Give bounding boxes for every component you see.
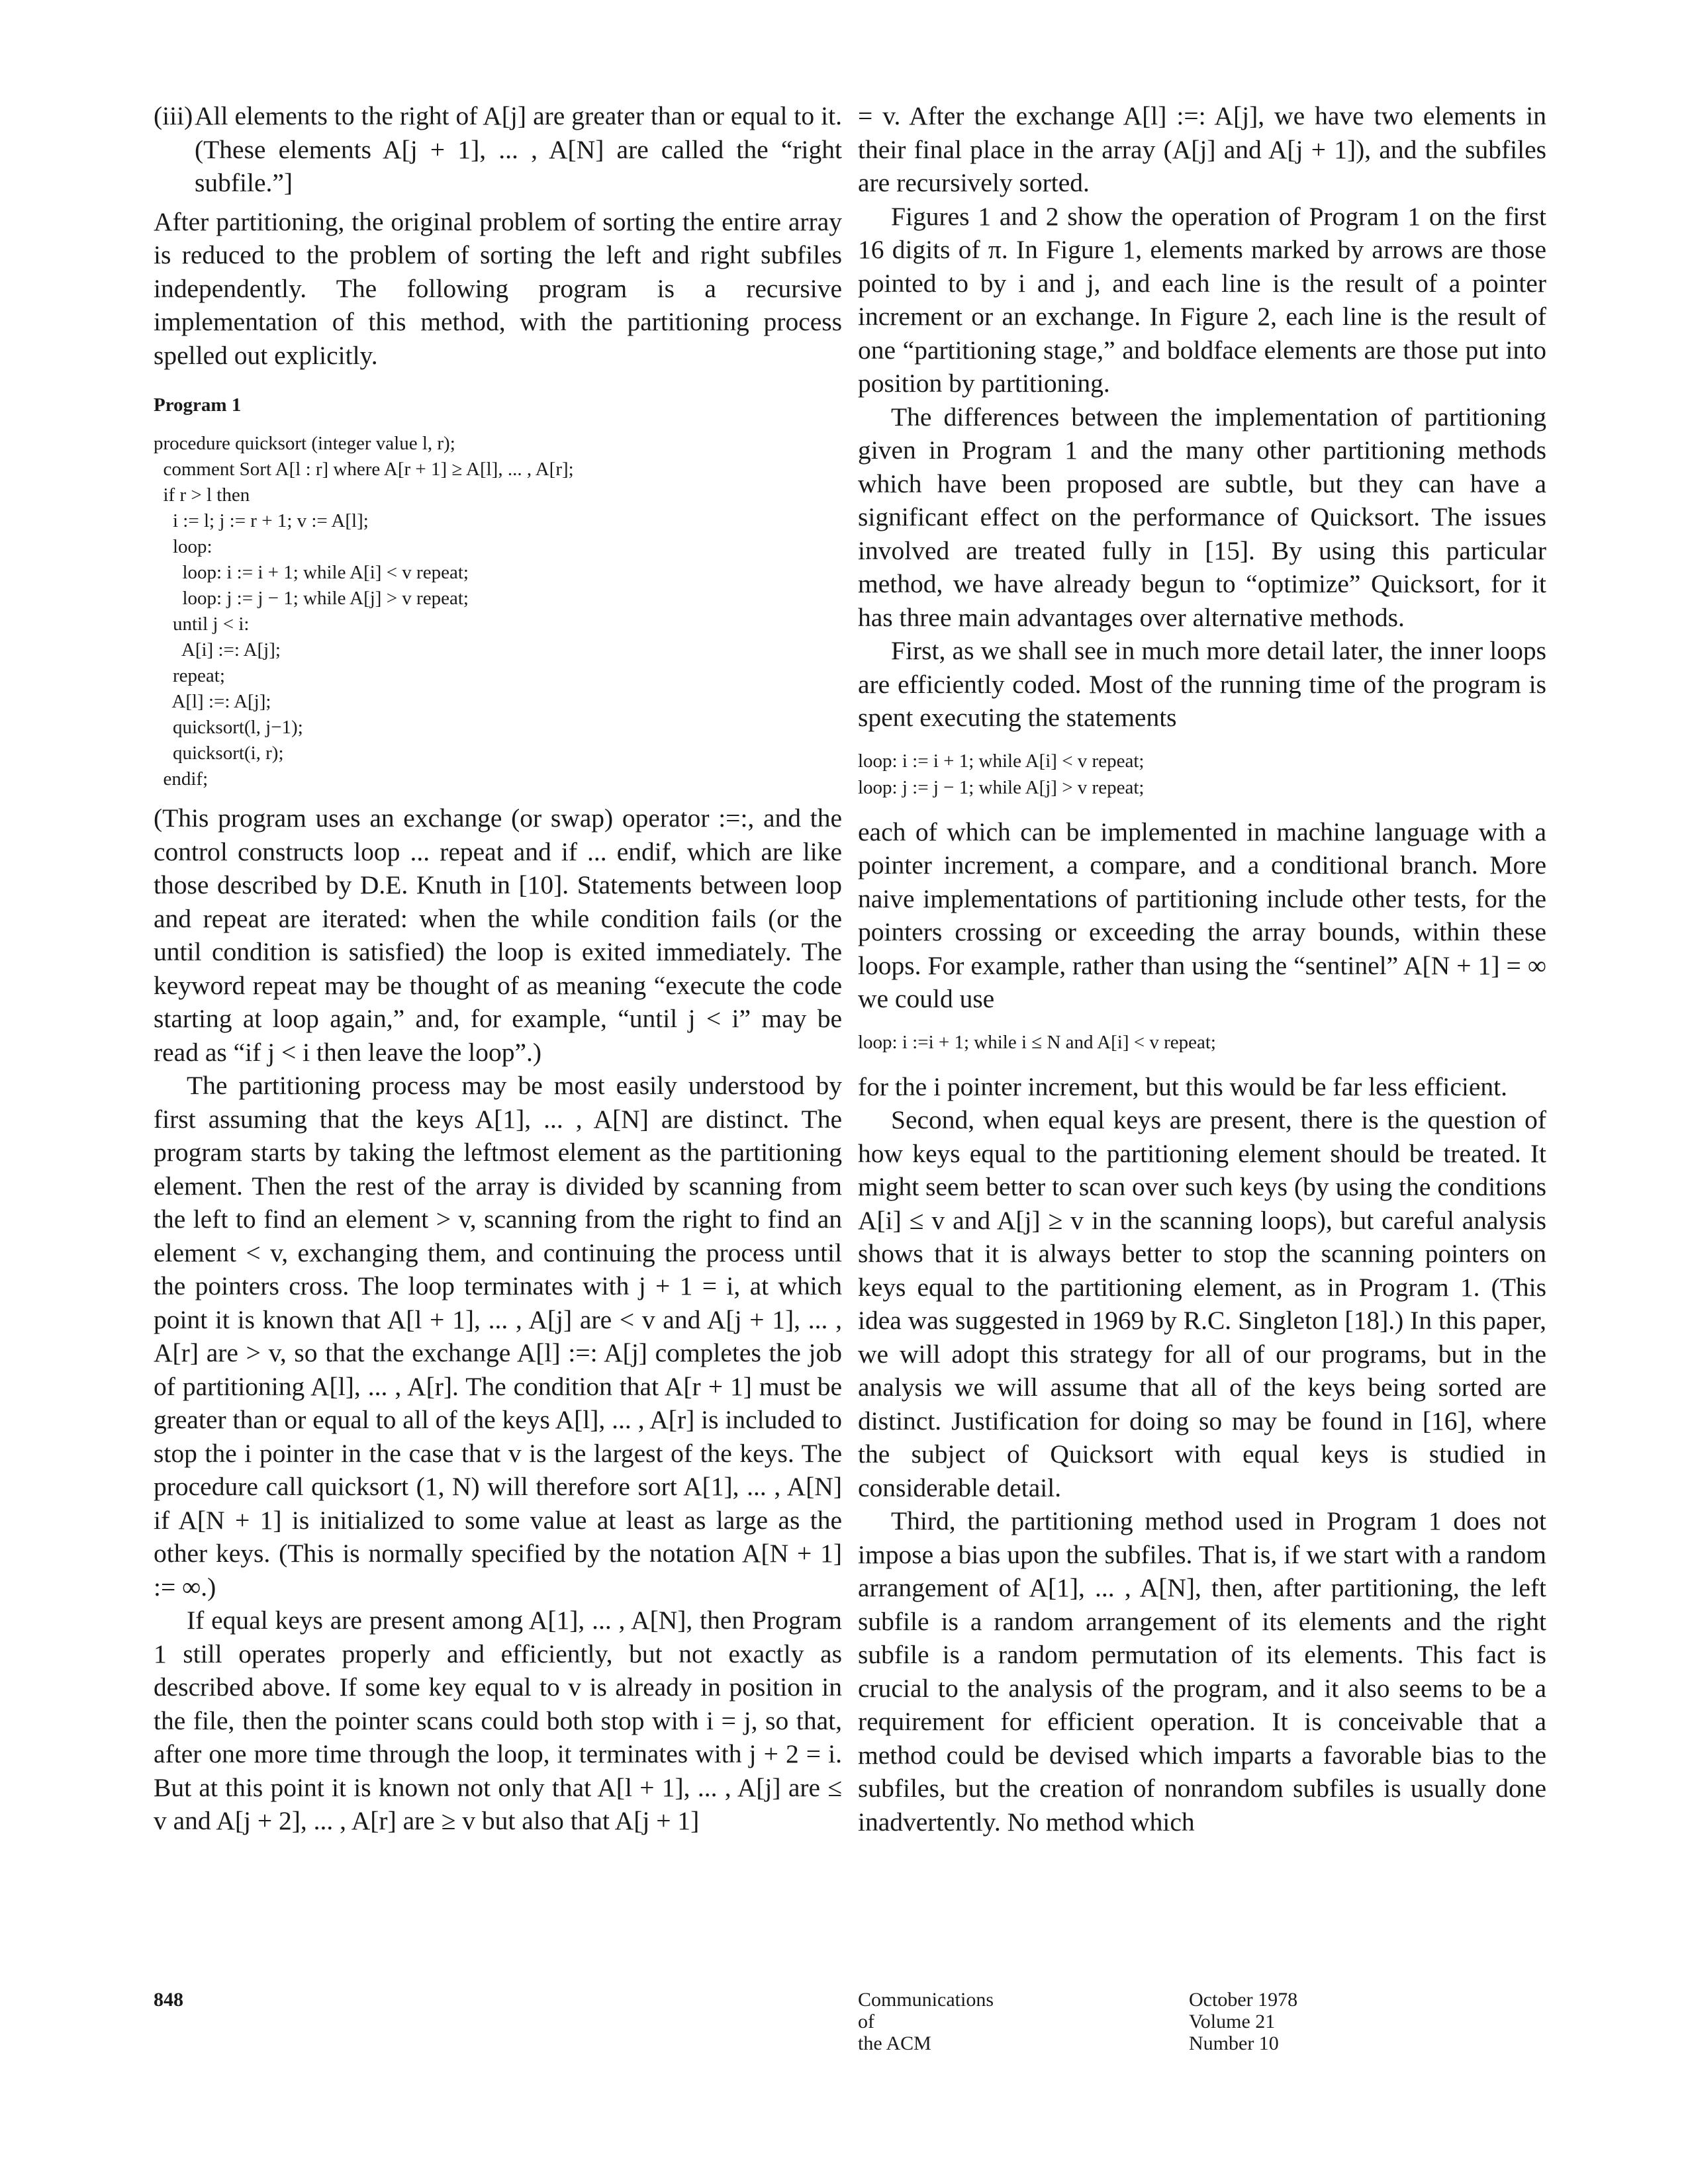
footer-issue [1189,1989,1297,2054]
code-line: quicksort(i, r); [154,743,284,764]
footer-issue-line: October 1978 [1189,1989,1298,2011]
right-column [858,99,1546,1839]
list-item-text: All elements to the right of A[j] are greater than or equal to it. (These elements A[j + 1], ... , A[N] are called the “right subfile.”] [195,101,842,197]
code-line: quicksort(l, j−1); [154,717,303,738]
code-line: i := l; j := r + 1; v := A[l]; [154,510,369,531]
footer-journal [858,1989,994,2054]
list-item-marker: (iii) [154,101,193,130]
footer-journal-line: Communications [858,1989,994,2011]
paragraph-third: Third, the partitioning method used in Program 1 does not impose a bias upon the subfiles. That is, if we start with a random arrangement of A[1], ... , A[N], then, after partitioning, the left subfile is a random arrangement of its elements and the right subfile is a random permutation of its elements. This fact is crucial to the analysis of the program, and it also seems to be a requirement for efficient operation. It is conceivable that a method could be devised which imparts a favorable bias to the subfiles, but the creation of nonrandom subfiles is usually done inadvertently. No method which [858,1506,1546,1837]
code-inner-loops [858,748,1546,801]
paragraph-continuation: = v. After the exchange A[l] :=: A[j], we have two elements in their final place in the array (A[j] and A[j + 1]), and the subfiles are recursively sorted. [858,101,1546,197]
code-line: loop: j := j − 1; while A[j] > v repeat; [858,776,1145,798]
program-listing [154,431,842,792]
code-line: A[i] :=: A[j]; [154,639,281,660]
footer-issue-line: Volume 21 [1189,2011,1276,2032]
code-line: repeat; [154,665,225,686]
code-line: A[l] :=: A[j]; [154,691,271,712]
paragraph-first: First, as we shall see in much more detail later, the inner loops are efficiently coded. Most of the running time of the program is spent executing the statements [858,636,1546,732]
code-line: loop: j := j − 1; while A[j] > v repeat; [154,588,469,609]
code-line: procedure quicksort (integer value l, r); [154,433,455,454]
footer-journal-line: of [858,2011,874,2032]
code-line: if r > l then [154,484,250,506]
paragraph-program-uses: (This program uses an exchange (or swap) operator :=:, and the control constructs loop ... repeat and if ... endif, which are like those described by D.E. Knuth in [10]. Statements between loop and repeat are iterated: when the while condition fails (or the until condition is satisfied) the loop is exited immediately. The keyword repeat may be thought of as meaning “execute the code starting at loop again,” and, for example, “until j < i” may be read as “if j < i then leave the loop”.) [154,803,842,1067]
code-line: loop: [154,536,212,557]
page-number: 848 [154,1989,183,2011]
left-column [154,99,842,1838]
code-line: loop: i :=i + 1; while i ≤ N and A[i] < v repeat; [858,1031,1216,1053]
program-title: Program 1 [154,394,242,416]
paragraph-partitioning-process: The partitioning process may be most easily understood by first assuming that the keys A[1], ... , A[N] are distinct. The program starts by taking the leftmost element as the partitioning element. Then the rest of the array is divided by scanning from the left to find an element > v, scanning from the right to find an element < v, exchanging them, and continuing the process until the pointers cross. The loop terminates with j + 1 = i, at which point it is known that A[l + 1], ... , A[j] are < v and A[j + 1], ... , A[r] are > v, so that the exchange A[l] :=: A[j] completes the job of partitioning A[l], ... , A[r]. The condition that A[r + 1] must be greater than or equal to all of the keys A[l], ... , A[r] is included to stop the i pointer in the case that v is the largest of the keys. The procedure call quicksort (1, N) will therefore sort A[1], ... , A[N] if A[N + 1] is initialized to some value at least as large as the other keys. (This is normally specified by the notation A[N + 1] := ∞.) [154,1071,842,1602]
code-line: until j < i: [154,614,250,635]
paragraph-second: Second, when equal keys are present, there is the question of how keys equal to the partitioning element should be treated. It might seem better to scan over such keys (by using the conditions A[i] ≤ v and A[j] ≥ v in the scanning loops), but careful analysis shows that it is always better to stop the scanning pointers on keys equal to the partitioning element, as in Program 1. (This idea was suggested in 1969 by R.C. Singleton [18].) In this paper, we will adopt this strategy for all of our programs, but in the analysis we will assume that all of the keys being sorted are distinct. Justification for doing so may be found in [16], where the subject of Quicksort with equal keys is studied in considerable detail. [858,1105,1546,1502]
code-sentinel [858,1029,1546,1056]
paragraph-for-i-pointer: for the i pointer increment, but this would be far less efficient. [858,1071,1508,1101]
footer-journal-line: the ACM [858,2032,931,2054]
code-line: loop: i := i + 1; while A[i] < v repeat; [154,562,469,583]
paragraph-equal-keys: If equal keys are present among A[1], ... , A[N], then Program 1 still operates properly and efficiently, but not exactly as described above. If some key equal to v is already in position in the file, then the pointer scans could both stop with i = j, so that, after one more time through the loop, it terminates with j + 2 = i. But at this point it is known not only that A[l + 1], ... , A[j] are ≤ v and A[j + 2], ... , A[r] are ≥ v but also that A[j + 1] [154,1606,842,1835]
code-line: endif; [154,768,209,790]
code-line: comment Sort A[l : r] where A[r + 1] ≥ A[l], ... , A[r]; [154,459,574,480]
paragraph-each-of-which: each of which can be implemented in machine language with a pointer increment, a compare, and a conditional branch. More naive implementations of partitioning include other tests, for the pointers crossing or exceeding the array bounds, within these loops. For example, rather than using the “sentinel” A[N + 1] = ∞ we could use [858,817,1546,1013]
code-line: loop: i := i + 1; while A[i] < v repeat; [858,750,1145,772]
paragraph-after-partitioning: After partitioning, the original problem of sorting the entire array is reduced to the problem of sorting the left and right subfiles independently. The following program is a recursive implementation of this method, with the partitioning process spelled out explicitly. [154,206,842,370]
paragraph-figures: Figures 1 and 2 show the operation of Program 1 on the first 16 digits of π. In Figure 1, elements marked by arrows are those pointed to by i and j, and each line is the result of a pointer increment or an exchange. In Figure 2, each line is the result of one “partitioning stage,” and boldface elements are those put into position by partitioning. [858,201,1546,398]
paragraph-differences: The differences between the implementation of partitioning given in Program 1 and the many other partitioning methods which have been proposed are subtle, but they can have a significant effect on the performance of Quicksort. The issues involved are treated fully in [15]. By using this particular method, we have already begun to “optimize” Quicksort, for it has three main advantages over alternative methods. [858,402,1546,632]
footer-issue-line: Number 10 [1189,2032,1279,2054]
list-item-iii [154,99,842,200]
